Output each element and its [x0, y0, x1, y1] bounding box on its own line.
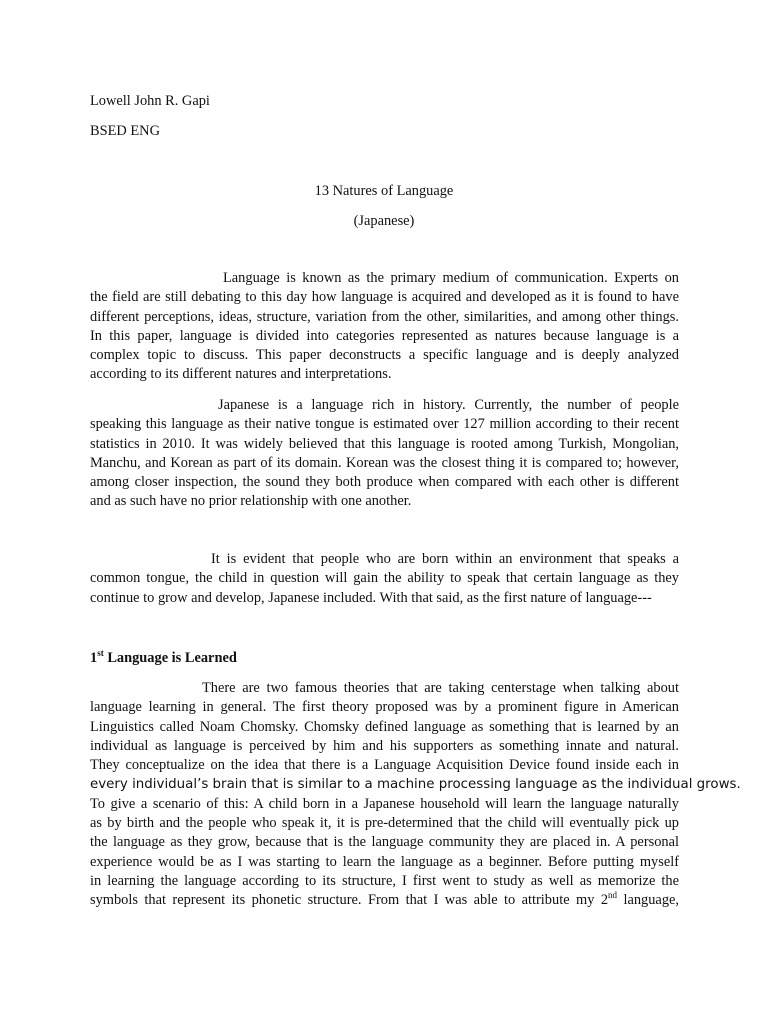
paragraph-line: common tongue, the child in question will gain the ability to speak that certain language as they [90, 570, 679, 587]
course-label: BSED ENG [90, 123, 160, 139]
paragraph-line: Japanese is a language rich in history. Currently, the number of people [218, 397, 679, 413]
section-heading: 1st Language is Learned [90, 648, 237, 666]
intro-paragraph-1 [90, 269, 679, 385]
paragraph-line: the field are still debating to this day how language is acquired and developed as it is found to have [90, 289, 679, 306]
document-title: 13 Natures of Language [314, 183, 454, 199]
section-1-paragraph [90, 679, 741, 911]
paragraph-line: according to its different natures and interpretations. [90, 366, 392, 383]
author-name: Lowell John R. Gapi [90, 93, 210, 109]
paragraph-line: To give a scenario of this: A child born in a Japanese household will learn the language naturally [90, 795, 679, 812]
document-subtitle: (Japanese) [353, 213, 415, 229]
paragraph-line: among closer inspection, the sound they both produce when compared with each other is different [90, 474, 679, 491]
paragraph-line: experience would be as I was starting to learn the language as a beginner. Before putting myself [90, 853, 679, 870]
paragraph-line: language learning in general. The first theory proposed was by a prominent figure in American [90, 699, 679, 716]
paragraph-line: symbols that represent its phonetic structure. From that I was able to attribute my 2nd language, [90, 890, 679, 909]
paragraph-line: and as such have no prior relationship with one another. [90, 493, 412, 510]
paragraph-line: the language as they grow, because that is the language community they are placed in. A personal [90, 834, 679, 851]
paragraph-line: statistics in 2010. It was widely believed that this language is rooted among Turkish, Mongolian, [90, 435, 679, 452]
paragraph-line: speaking this language as their native tongue is estimated over 127 million according to their recent [90, 416, 679, 433]
paragraph-line: There are two famous theories that are taking centerstage when talking about [202, 680, 679, 696]
paragraph-line: different perceptions, ideas, structure, variation from the other, similarities, and among other things. [90, 308, 679, 325]
paragraph-line: complex topic to discuss. This paper deconstructs a specific language and is deeply analyzed [90, 347, 679, 364]
paragraph-line: every individual’s brain that is similar to a machine processing language as the individual grows. [90, 777, 741, 793]
paragraph-line: in learning the language according to its structure, I first went to study as well as memorize the [90, 872, 679, 889]
intro-paragraph-3 [90, 550, 679, 608]
paragraph-line: It is evident that people who are born within an environment that speaks a [211, 551, 679, 567]
paragraph-line: In this paper, language is divided into categories represented as natures because language is a [90, 327, 679, 344]
paragraph-line: individual as language is perceived by him and his supporters as something innate and natural. [90, 737, 679, 754]
paragraph-line: Language is known as the primary medium of communication. Experts on [223, 270, 679, 286]
paragraph-line: as by birth and the people who speak it, it is pre-determined that the child will eventually pick up [90, 815, 679, 832]
paragraph-line: continue to grow and develop, Japanese included. With that said, as the first nature of language--- [90, 589, 652, 606]
paragraph-line: Linguistics called Noam Chomsky. Chomsky defined language as something that is learned by an [90, 718, 679, 735]
intro-paragraph-2 [90, 396, 679, 512]
paragraph-line: They conceptualize on the idea that there is a Language Acquisition Device found inside each in [90, 757, 679, 774]
paragraph-line: Manchu, and Korean as part of its domain. Korean was the closest thing it is compared to; however, [90, 454, 679, 471]
